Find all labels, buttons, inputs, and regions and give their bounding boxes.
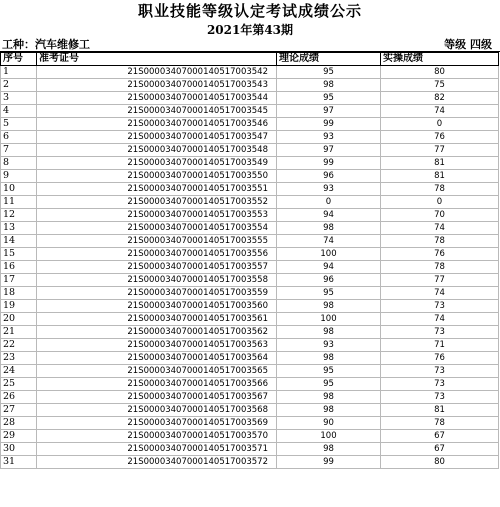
row-practical-score: 71 (381, 339, 499, 352)
row-seq: 11 (1, 196, 37, 209)
row-ticket-number: 21S00003407000140517003549 (37, 157, 277, 170)
table-row (1, 261, 499, 274)
row-ticket-number: 21S00003407000140517003570 (37, 430, 277, 443)
row-ticket-number: 21S00003407000140517003564 (37, 352, 277, 365)
row-practical-score: 76 (381, 352, 499, 365)
row-practical-score: 73 (381, 378, 499, 391)
row-seq: 21 (1, 326, 37, 339)
table-row (1, 170, 499, 183)
row-ticket-number: 21S00003407000140517003554 (37, 222, 277, 235)
table-header-row (1, 53, 499, 66)
row-seq: 16 (1, 261, 37, 274)
info-bar (0, 38, 500, 52)
row-practical-score: 82 (381, 92, 499, 105)
table-row (1, 443, 499, 456)
row-practical-score: 0 (381, 196, 499, 209)
table-row (1, 404, 499, 417)
row-theory-score: 100 (277, 248, 381, 261)
row-theory-score: 95 (277, 92, 381, 105)
row-ticket-number: 21S00003407000140517003569 (37, 417, 277, 430)
row-ticket-number: 21S00003407000140517003556 (37, 248, 277, 261)
table-row (1, 352, 499, 365)
row-practical-score: 76 (381, 248, 499, 261)
row-theory-score: 97 (277, 105, 381, 118)
row-ticket-number: 21S00003407000140517003545 (37, 105, 277, 118)
row-seq: 27 (1, 404, 37, 417)
table-row (1, 196, 499, 209)
row-practical-score: 78 (381, 235, 499, 248)
row-seq: 14 (1, 235, 37, 248)
row-ticket-number: 21S00003407000140517003566 (37, 378, 277, 391)
row-theory-score: 98 (277, 352, 381, 365)
row-practical-score: 67 (381, 443, 499, 456)
page-title: 职业技能等级认定考试成绩公示 (137, 2, 362, 20)
row-seq: 24 (1, 365, 37, 378)
row-practical-score: 80 (381, 456, 499, 469)
row-seq: 10 (1, 183, 37, 196)
row-theory-score: 94 (277, 209, 381, 222)
row-practical-score: 80 (381, 66, 499, 79)
table-row (1, 417, 499, 430)
table-row (1, 326, 499, 339)
table-row (1, 79, 499, 92)
row-seq: 2 (1, 79, 37, 92)
row-ticket-number: 21S00003407000140517003572 (37, 456, 277, 469)
row-seq: 12 (1, 209, 37, 222)
table-row (1, 365, 499, 378)
table-row (1, 274, 499, 287)
row-ticket-number: 21S00003407000140517003558 (37, 274, 277, 287)
row-ticket-number: 21S00003407000140517003552 (37, 196, 277, 209)
row-seq: 6 (1, 131, 37, 144)
table-row (1, 92, 499, 105)
table-row (1, 66, 499, 79)
row-seq: 26 (1, 391, 37, 404)
row-seq: 13 (1, 222, 37, 235)
row-seq: 8 (1, 157, 37, 170)
table-row (1, 456, 499, 469)
row-theory-score: 93 (277, 183, 381, 196)
row-seq: 22 (1, 339, 37, 352)
row-practical-score: 78 (381, 261, 499, 274)
table-row (1, 144, 499, 157)
row-practical-score: 78 (381, 183, 499, 196)
row-practical-score: 81 (381, 170, 499, 183)
row-ticket-number: 21S00003407000140517003557 (37, 261, 277, 274)
row-theory-score: 95 (277, 365, 381, 378)
table-row (1, 183, 499, 196)
period-subtitle: 2021年第43期 (206, 23, 294, 37)
row-theory-score: 0 (277, 196, 381, 209)
row-seq: 17 (1, 274, 37, 287)
row-ticket-number: 21S00003407000140517003546 (37, 118, 277, 131)
column-header-theory: 理论成绩 (277, 53, 381, 66)
table-row (1, 391, 499, 404)
row-seq: 7 (1, 144, 37, 157)
table-row (1, 222, 499, 235)
row-ticket-number: 21S00003407000140517003544 (37, 92, 277, 105)
row-theory-score: 96 (277, 170, 381, 183)
row-ticket-number: 21S00003407000140517003543 (37, 79, 277, 92)
table-row (1, 313, 499, 326)
row-seq: 20 (1, 313, 37, 326)
row-theory-score: 98 (277, 300, 381, 313)
row-seq: 9 (1, 170, 37, 183)
row-practical-score: 76 (381, 131, 499, 144)
table-row (1, 300, 499, 313)
table-row (1, 105, 499, 118)
row-ticket-number: 21S00003407000140517003565 (37, 365, 277, 378)
row-theory-score: 94 (277, 261, 381, 274)
row-ticket-number: 21S00003407000140517003568 (37, 404, 277, 417)
row-seq: 28 (1, 417, 37, 430)
level-label: 等级 四级 (444, 38, 492, 51)
row-practical-score: 73 (381, 391, 499, 404)
row-theory-score: 90 (277, 417, 381, 430)
row-theory-score: 99 (277, 157, 381, 170)
row-ticket-number: 21S00003407000140517003561 (37, 313, 277, 326)
table-body (1, 66, 499, 469)
row-theory-score: 98 (277, 391, 381, 404)
row-ticket-number: 21S00003407000140517003542 (37, 66, 277, 79)
row-ticket-number: 21S00003407000140517003560 (37, 300, 277, 313)
trade-label: 工种：汽车维修工 (2, 38, 90, 51)
row-seq: 30 (1, 443, 37, 456)
row-theory-score: 98 (277, 79, 381, 92)
table-row (1, 430, 499, 443)
table-row (1, 235, 499, 248)
row-practical-score: 78 (381, 417, 499, 430)
table-row (1, 339, 499, 352)
row-practical-score: 81 (381, 404, 499, 417)
row-theory-score: 74 (277, 235, 381, 248)
row-theory-score: 98 (277, 404, 381, 417)
row-ticket-number: 21S00003407000140517003567 (37, 391, 277, 404)
column-header-seq: 序号 (1, 53, 37, 66)
row-theory-score: 97 (277, 144, 381, 157)
row-practical-score: 74 (381, 313, 499, 326)
row-theory-score: 93 (277, 131, 381, 144)
row-ticket-number: 21S00003407000140517003548 (37, 144, 277, 157)
row-seq: 15 (1, 248, 37, 261)
table-row (1, 209, 499, 222)
row-ticket-number: 21S00003407000140517003555 (37, 235, 277, 248)
row-ticket-number: 21S00003407000140517003553 (37, 209, 277, 222)
row-seq: 19 (1, 300, 37, 313)
row-theory-score: 99 (277, 456, 381, 469)
row-practical-score: 74 (381, 287, 499, 300)
table-row (1, 287, 499, 300)
row-seq: 31 (1, 456, 37, 469)
row-ticket-number: 21S00003407000140517003571 (37, 443, 277, 456)
row-seq: 18 (1, 287, 37, 300)
row-seq: 4 (1, 105, 37, 118)
row-theory-score: 98 (277, 222, 381, 235)
row-practical-score: 70 (381, 209, 499, 222)
row-practical-score: 73 (381, 326, 499, 339)
row-theory-score: 95 (277, 287, 381, 300)
score-table (0, 52, 499, 469)
row-practical-score: 81 (381, 157, 499, 170)
column-header-ticket: 准考证号 (37, 53, 277, 66)
row-seq: 23 (1, 352, 37, 365)
table-row (1, 157, 499, 170)
row-practical-score: 74 (381, 105, 499, 118)
row-theory-score: 99 (277, 118, 381, 131)
row-ticket-number: 21S00003407000140517003559 (37, 287, 277, 300)
row-seq: 5 (1, 118, 37, 131)
row-practical-score: 74 (381, 222, 499, 235)
row-practical-score: 77 (381, 274, 499, 287)
row-practical-score: 77 (381, 144, 499, 157)
row-seq: 1 (1, 66, 37, 79)
row-theory-score: 100 (277, 430, 381, 443)
row-practical-score: 0 (381, 118, 499, 131)
row-practical-score: 73 (381, 300, 499, 313)
row-seq: 3 (1, 92, 37, 105)
row-ticket-number: 21S00003407000140517003550 (37, 170, 277, 183)
row-theory-score: 95 (277, 66, 381, 79)
row-theory-score: 100 (277, 313, 381, 326)
table-row (1, 131, 499, 144)
row-ticket-number: 21S00003407000140517003562 (37, 326, 277, 339)
row-seq: 29 (1, 430, 37, 443)
row-practical-score: 73 (381, 365, 499, 378)
table-row (1, 248, 499, 261)
table-row (1, 118, 499, 131)
row-seq: 25 (1, 378, 37, 391)
row-theory-score: 95 (277, 378, 381, 391)
row-theory-score: 98 (277, 443, 381, 456)
table-row (1, 378, 499, 391)
row-practical-score: 75 (381, 79, 499, 92)
row-ticket-number: 21S00003407000140517003547 (37, 131, 277, 144)
row-theory-score: 98 (277, 326, 381, 339)
row-theory-score: 96 (277, 274, 381, 287)
row-ticket-number: 21S00003407000140517003563 (37, 339, 277, 352)
column-header-practical: 实操成绩 (381, 53, 499, 66)
row-theory-score: 93 (277, 339, 381, 352)
row-practical-score: 67 (381, 430, 499, 443)
row-ticket-number: 21S00003407000140517003551 (37, 183, 277, 196)
